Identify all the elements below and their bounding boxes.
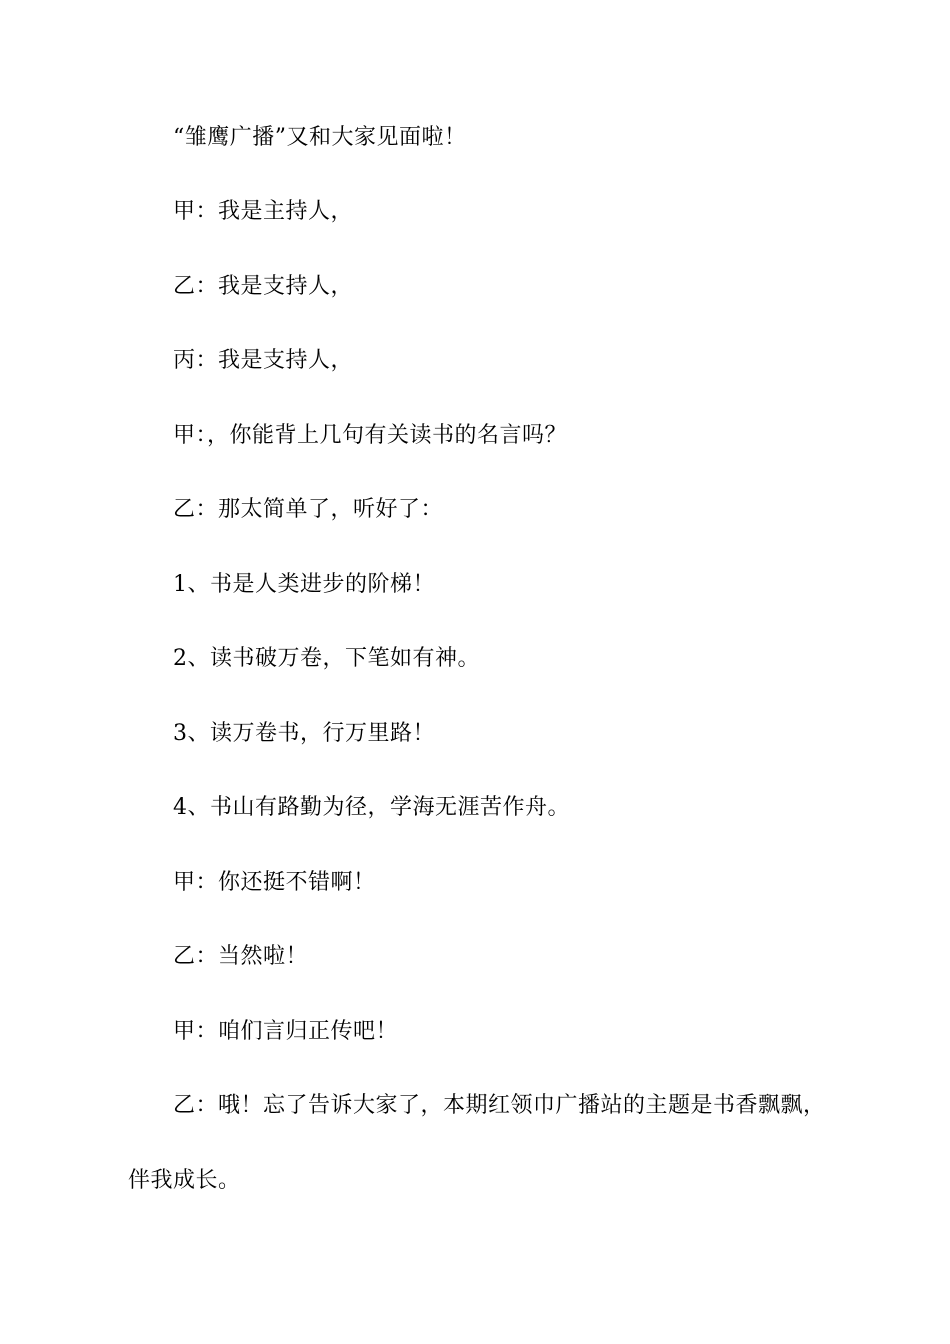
- paragraph-line: 3、读万卷书，行万里路！: [173, 721, 435, 746]
- paragraph-line: 伴我成长。: [128, 1168, 241, 1193]
- paragraph-line: 甲：你还挺不错啊！: [173, 870, 376, 895]
- paragraph-line: 乙：我是支持人，: [173, 274, 354, 299]
- paragraph-line: 2、读书破万卷，下笔如有神。: [173, 646, 480, 671]
- paragraph-line: 甲：我是主持人，: [173, 199, 354, 224]
- paragraph-line: 丙：我是支持人，: [173, 348, 354, 373]
- paragraph-line: 乙：当然啦！: [173, 944, 309, 969]
- paragraph-line: 乙：哦！忘了告诉大家了，本期红领巾广播站的主题是书香飘飘，: [173, 1093, 826, 1118]
- paragraph-line: 4、书山有路勤为径，学海无涯苦作舟。: [173, 795, 570, 820]
- paragraph-line: 甲：咱们言归正传吧！: [173, 1019, 399, 1044]
- paragraph-line: “雏鹰广播”又和大家见面啦！: [173, 125, 467, 150]
- paragraph-line: 乙：那太简单了，听好了：: [173, 497, 444, 522]
- paragraph-line: 甲：，你能背上几句有关读书的名言吗？: [173, 423, 568, 448]
- paragraph-line: 1、书是人类进步的阶梯！: [173, 572, 435, 597]
